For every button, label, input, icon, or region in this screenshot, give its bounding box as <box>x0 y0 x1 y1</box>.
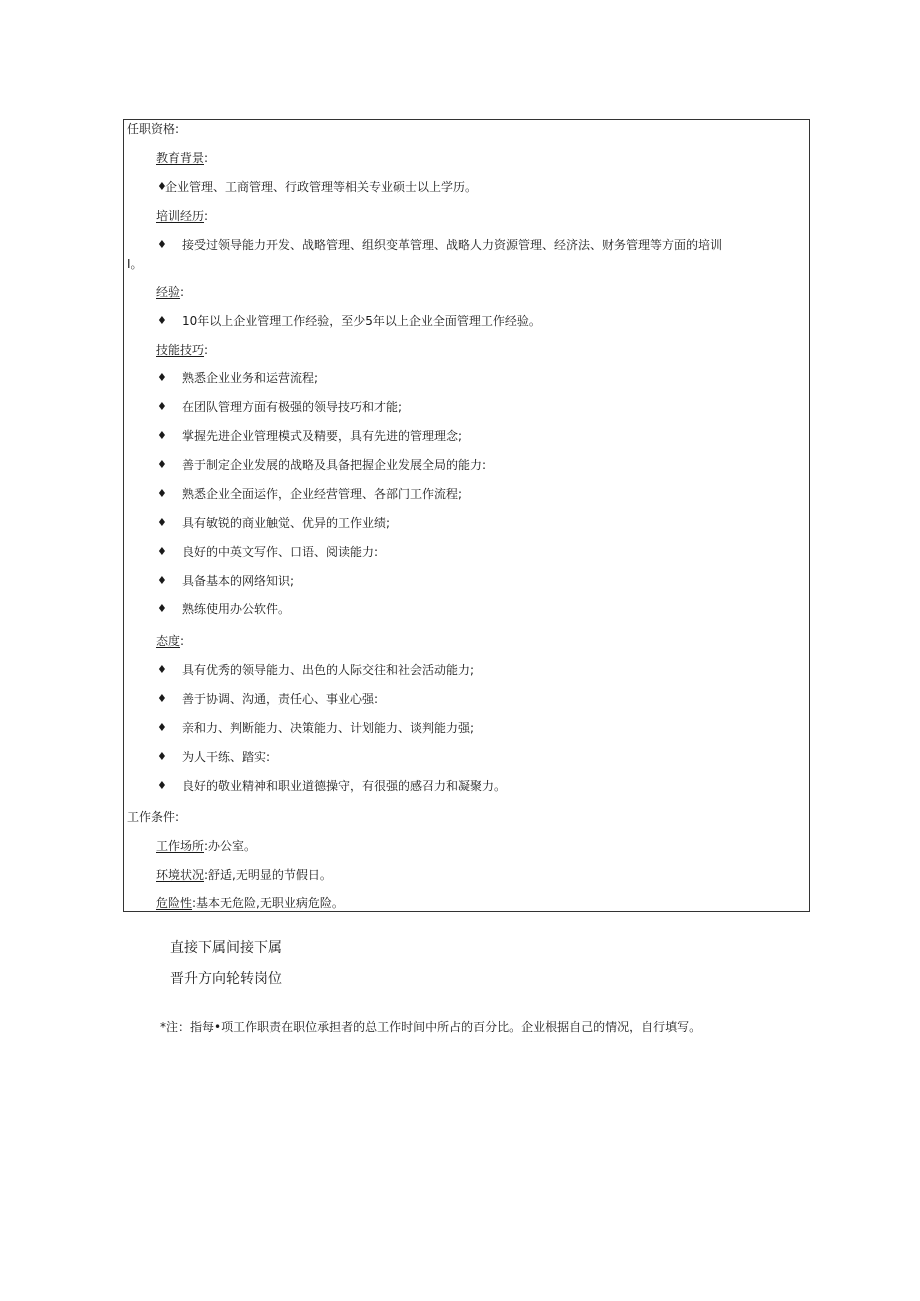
risk-value: :基本无危险,无职业病危险。 <box>192 896 344 910</box>
bullet-diamond-icon: ♦ <box>157 545 167 558</box>
skills-item: 善于制定企业发展的战略及具备把握企业发展全局的能力: <box>182 458 487 472</box>
education-colon: : <box>204 151 209 165</box>
skills-item: 熟练使用办公软件。 <box>182 602 291 616</box>
training-item-line1: 接受过领导能力开发、战略管理、组织变革管理、战略人力资源管理、经济法、财务管理等方面的培训 <box>182 238 723 252</box>
attitude-item: 为人干练、踏实: <box>182 750 271 764</box>
environment-row <box>156 868 332 882</box>
location-value: :办公室。 <box>204 839 257 853</box>
risk-row <box>156 896 344 910</box>
experience-title <box>156 285 184 299</box>
environment-label: 环境状况 <box>156 868 205 882</box>
promotion-line: 晋升方向轮转岗位 <box>170 971 282 987</box>
location-label: 工作场所 <box>156 839 205 853</box>
skills-item: 掌握先进企业管理模式及精要，具有先进的管理理念; <box>182 429 463 443</box>
risk-label: 危险性 <box>156 896 193 910</box>
education-label: 教育背景 <box>156 151 205 165</box>
skills-title <box>156 343 208 357</box>
bullet-diamond-icon: ♦ <box>157 371 167 384</box>
skills-item: 熟悉企业全面运作，企业经营管理、各部门工作流程; <box>182 487 463 501</box>
skills-item: 熟悉企业业务和运营流程; <box>182 371 319 385</box>
bullet-diamond-icon: ♦ <box>157 429 167 442</box>
bullet-diamond-icon: ♦ <box>157 487 167 500</box>
qualifications-heading: 任职资格: <box>127 122 180 136</box>
attitude-colon: : <box>180 634 185 648</box>
subordinates-line: 直接下属间接下属 <box>170 940 282 956</box>
bullet-diamond-icon: ♦ <box>157 779 167 792</box>
bullet-diamond-icon: ♦ <box>157 721 167 734</box>
work-conditions-heading: 工作条件: <box>127 810 180 824</box>
bullet-diamond-icon: ♦ <box>157 314 167 327</box>
experience-colon: : <box>180 285 185 299</box>
attitude-item: 善于协调、沟通，责任心、事业心强: <box>182 692 379 706</box>
skills-label: 技能技巧 <box>156 343 205 357</box>
attitude-title <box>156 634 184 648</box>
environment-value: :舒适,无明显的节假日。 <box>204 868 332 882</box>
training-label: 培训经历 <box>156 209 205 223</box>
attitude-item: 良好的敬业精神和职业道德操守，有很强的感召力和凝聚力。 <box>182 779 507 793</box>
experience-label: 经验 <box>156 285 181 299</box>
bullet-diamond-icon: ♦ <box>157 602 167 615</box>
skills-item: 在团队管理方面有极强的领导技巧和才能; <box>182 400 403 414</box>
bullet-diamond-icon: ♦ <box>157 238 167 251</box>
bullet-diamond-icon: ♦ <box>157 458 167 471</box>
bullet-diamond-icon: ♦ <box>157 400 167 413</box>
bullet-diamond-icon: ♦ <box>157 750 167 763</box>
bullet-diamond-icon: ♦ <box>157 692 167 705</box>
skills-item: 具备基本的网络知识; <box>182 574 295 588</box>
bullet-diamond-icon: ♦ <box>157 663 167 676</box>
education-title <box>156 151 208 165</box>
training-item-line2: I。 <box>127 257 143 271</box>
bullet-diamond-icon: ♦ <box>157 516 167 529</box>
skills-item: 具有敏锐的商业触觉、优异的工作业绩; <box>182 516 391 530</box>
footnote: *注：指每•项工作职责在职位承担者的总工作时间中所占的百分比。企业根据自己的情况，自行填写。 <box>160 1020 702 1034</box>
skills-item: 良好的中英文写作、口语、阅读能力: <box>182 545 379 559</box>
bullet-diamond-icon: ♦ <box>157 180 167 193</box>
location-row <box>156 839 256 853</box>
education-item: 企业管理、工商管理、行政管理等相关专业硕士以上学历。 <box>165 180 478 194</box>
bullet-diamond-icon: ♦ <box>157 574 167 587</box>
attitude-item: 亲和力、判断能力、决策能力、计划能力、谈判能力强; <box>182 721 475 735</box>
training-title <box>156 209 208 223</box>
training-colon: : <box>204 209 209 223</box>
experience-item: 10年以上企业管理工作经验，至少5年以上企业全面管理工作经验。 <box>182 314 541 328</box>
skills-colon: : <box>204 343 209 357</box>
attitude-item: 具有优秀的领导能力、出色的人际交往和社会活动能力; <box>182 663 475 677</box>
attitude-label: 态度 <box>156 634 181 648</box>
